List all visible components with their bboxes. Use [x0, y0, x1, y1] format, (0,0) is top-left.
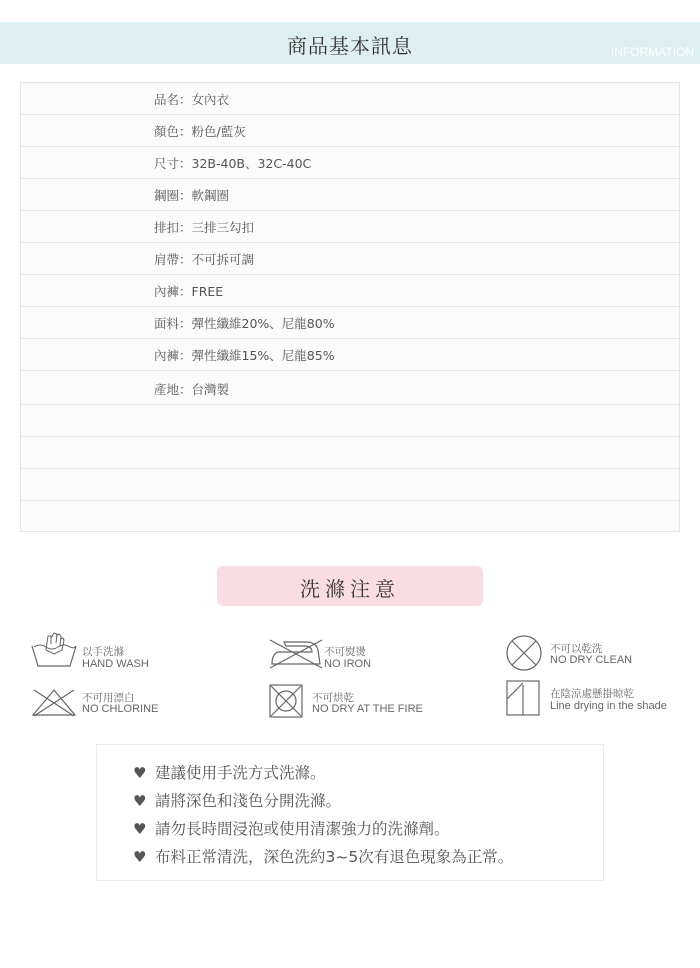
- care-label-cn: 不可用漂白: [82, 692, 135, 704]
- heart-icon: ♥: [133, 820, 147, 838]
- heart-icon: ♥: [133, 792, 147, 810]
- care-item-no-tumble-dry: [268, 683, 468, 719]
- heart-icon: ♥: [133, 848, 147, 866]
- care-title: 洗滌注意: [300, 577, 400, 601]
- note-item: [133, 817, 450, 839]
- info-text: 面料：彈性纖維20%、尼龍80%: [154, 316, 335, 331]
- no-chlorine-icon: [30, 686, 78, 718]
- product-info-table: [20, 82, 680, 532]
- info-row-name: [21, 83, 679, 115]
- care-label-en: HAND WASH: [82, 658, 149, 670]
- info-row-briefs-fabric: [21, 339, 679, 371]
- info-text: 鋼圈：軟鋼圈: [154, 188, 230, 203]
- info-row-empty: [21, 405, 679, 437]
- care-label-cn: 不可烘乾: [312, 692, 354, 704]
- care-label-en: NO DRY CLEAN: [550, 654, 633, 666]
- note-item: [133, 845, 513, 867]
- care-label-en: NO IRON: [324, 658, 372, 670]
- info-row-straps: [21, 243, 679, 275]
- note-item: [133, 789, 341, 811]
- no-iron-icon: [268, 636, 324, 670]
- info-row-wire: [21, 179, 679, 211]
- care-label-en: Line drying in the shade: [550, 700, 667, 712]
- note-text: 布料正常清洗，深色洗約3~5次有退色現象為正常。: [155, 848, 514, 866]
- info-text: 產地：台灣製: [154, 382, 230, 397]
- care-item-hand-wash: [30, 630, 230, 670]
- no-dry-clean-icon: [505, 634, 545, 672]
- info-text: 內褲：彈性纖維15%、尼龍85%: [154, 348, 335, 363]
- care-label-cn: 不可熨燙: [324, 646, 366, 658]
- care-label-cn: 以手洗滌: [82, 646, 124, 658]
- note-text: 請將深色和淺色分開洗滌。: [155, 792, 342, 810]
- info-row-fabric: [21, 307, 679, 339]
- info-row-empty: [21, 437, 679, 469]
- note-text: 請勿長時間浸泡或使用清潔強力的洗滌劑。: [155, 820, 450, 838]
- section-subtitle: INFORMATION: [610, 45, 694, 59]
- info-row-size: [21, 147, 679, 179]
- info-text: 內褲：FREE: [154, 284, 224, 299]
- info-row-empty: [21, 469, 679, 501]
- care-label-en: NO DRY AT THE FIRE: [312, 703, 423, 715]
- note-text: 建議使用手洗方式洗滌。: [155, 764, 326, 782]
- line-dry-shade-icon: [505, 679, 541, 717]
- care-item-no-chlorine: [30, 686, 230, 718]
- info-text: 肩帶：不可拆可調: [154, 252, 255, 267]
- info-row-empty: [21, 501, 679, 533]
- care-item-line-dry-shade: [505, 679, 700, 717]
- care-label-cn: 在陰涼處懸掛晾乾: [550, 688, 634, 700]
- no-tumble-dry-icon: [268, 683, 304, 719]
- info-row-origin: [21, 371, 679, 405]
- care-label-en: NO CHLORINE: [82, 703, 159, 715]
- info-text: 尺寸：32B-40B、32C-40C: [154, 156, 312, 171]
- info-text: 品名：女內衣: [154, 92, 230, 107]
- info-text: 排扣：三排三勾扣: [154, 220, 255, 235]
- care-label-cn: 不可以乾洗: [550, 643, 603, 655]
- info-text: 顏色：粉色/藍灰: [154, 124, 246, 139]
- care-item-no-iron: [268, 636, 468, 672]
- info-row-briefs: [21, 275, 679, 307]
- washing-notes-box: [96, 744, 604, 881]
- info-row-color: [21, 115, 679, 147]
- hand-wash-icon: [30, 630, 80, 670]
- info-row-hooks: [21, 211, 679, 243]
- heart-icon: ♥: [133, 764, 147, 782]
- section-title-information: 商品基本訊息: [287, 34, 413, 58]
- care-item-no-dry-clean: [505, 634, 695, 672]
- note-item: [133, 761, 326, 783]
